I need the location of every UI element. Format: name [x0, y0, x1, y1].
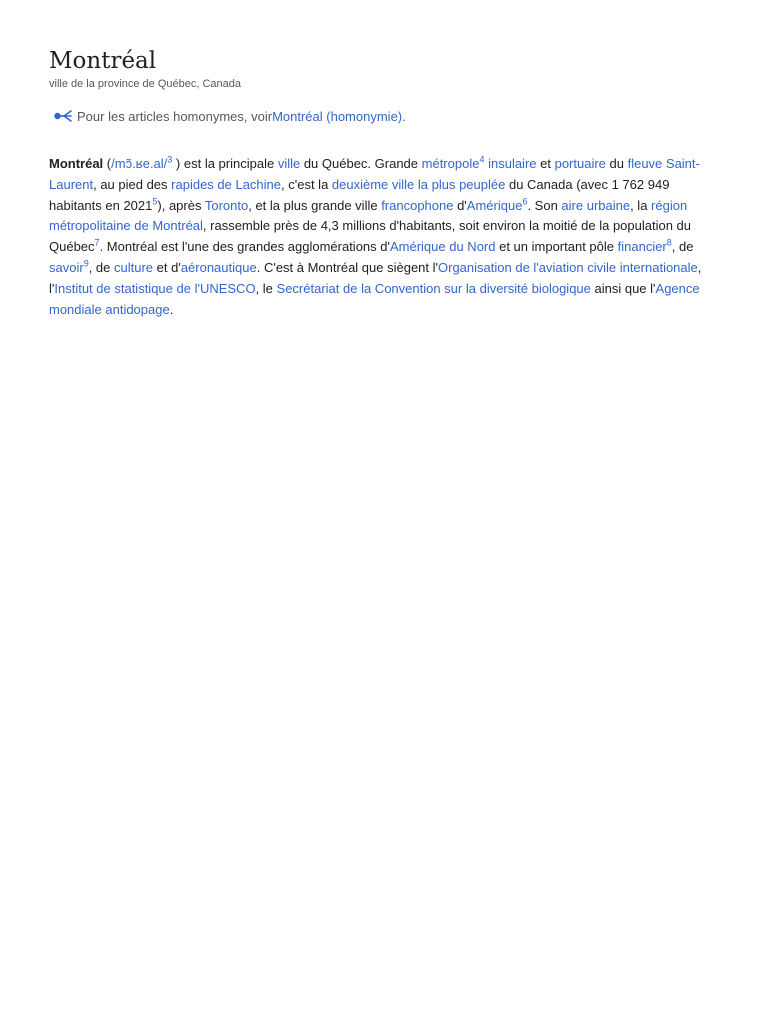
link-savoir[interactable]: savoir [49, 259, 84, 275]
text: , l' [49, 259, 702, 296]
link-insulaire[interactable]: insulaire [488, 156, 537, 171]
text: ( [103, 156, 112, 171]
link-agence-mondiale-antidopage[interactable]: Agence mondiale antidopage [49, 280, 700, 317]
link-amerique[interactable]: Amérique [466, 197, 523, 213]
link-ipa[interactable]: /mɔ̃.ʁe.al/ [111, 156, 168, 171]
link-region-metropolitaine[interactable]: région métropolitaine de Montréal [49, 197, 688, 234]
ref-4[interactable]: 4 [479, 154, 485, 165]
text: du Québec. Grande [300, 156, 422, 171]
link-culture[interactable]: culture [114, 259, 154, 275]
link-aire-urbaine[interactable]: aire urbaine [561, 197, 631, 213]
hatnote-prefix: Pour les articles homonymes, voir [77, 108, 273, 124]
ref-7[interactable]: 7 [94, 237, 100, 248]
ref-8[interactable]: 8 [666, 237, 672, 248]
ref-3[interactable]: 3 [167, 154, 173, 165]
ref-9[interactable]: 9 [83, 258, 89, 269]
link-rapides-de-lachine[interactable]: rapides de Lachine [171, 176, 282, 192]
text: , le [255, 280, 277, 296]
disambiguation-icon [53, 109, 73, 123]
intro-paragraph [49, 154, 719, 320]
text: . [169, 301, 174, 317]
link-francophone[interactable]: francophone [381, 197, 454, 213]
link-metropole[interactable]: métropole [421, 156, 480, 171]
text: d' [453, 197, 467, 213]
link-ville[interactable]: ville [277, 156, 301, 171]
link-toronto[interactable]: Toronto [204, 197, 249, 213]
page-subtitle: ville de la province de Québec, Canada [49, 78, 242, 90]
link-portuaire[interactable]: portuaire [554, 156, 606, 171]
bold-title: Montréal [49, 156, 104, 171]
text: ) est la principale [172, 156, 278, 171]
page-title: Montréal [49, 48, 157, 74]
text: , c'est la [281, 176, 332, 192]
text: ), après [157, 197, 205, 213]
link-aeronautique[interactable]: aéronautique [180, 259, 257, 275]
text: . C'est à Montréal que siègent l' [256, 259, 439, 275]
link-fleuve-saint-laurent[interactable]: fleuve Saint-Laurent [49, 156, 700, 192]
text: , rassemble près de 4,3 millions d'habitants, soit environ la moitié de la population du Québec [49, 218, 692, 255]
text: . Son [527, 197, 562, 213]
link-amerique-du-nord[interactable]: Amérique du Nord [389, 239, 496, 255]
text: et un important pôle [495, 239, 618, 255]
link-deuxieme-ville[interactable]: deuxième ville la plus peuplée [331, 176, 506, 192]
text: et d' [153, 259, 181, 275]
link-financier[interactable]: financier [617, 239, 667, 255]
hatnote-link-homonymie[interactable]: Montréal (homonymie) [272, 108, 403, 124]
text: . Montréal est l'une des grandes agglomérations d' [99, 239, 390, 255]
text: du [605, 156, 628, 171]
text: , et la plus grande ville [248, 197, 382, 213]
link-institut-statistique-unesco[interactable]: Institut de statistique de l'UNESCO [54, 280, 256, 296]
text: , la [630, 197, 652, 213]
text: ainsi que l' [590, 280, 656, 296]
text: et [536, 156, 555, 171]
text: , de [671, 239, 694, 255]
text: , de [88, 259, 114, 275]
link-secretariat-convention[interactable]: Secrétariat de la Convention sur la diversité biologique [276, 280, 591, 296]
hatnote [53, 106, 406, 126]
text: , au pied des [93, 176, 172, 192]
hatnote-suffix: . [402, 108, 406, 124]
ref-5[interactable]: 5 [152, 196, 158, 207]
text: du Canada (avec 1 762 949 habitants en 2021 [49, 176, 670, 213]
ref-6[interactable]: 6 [522, 196, 528, 207]
link-oaci[interactable]: Organisation de l'aviation civile internationale [438, 259, 698, 275]
